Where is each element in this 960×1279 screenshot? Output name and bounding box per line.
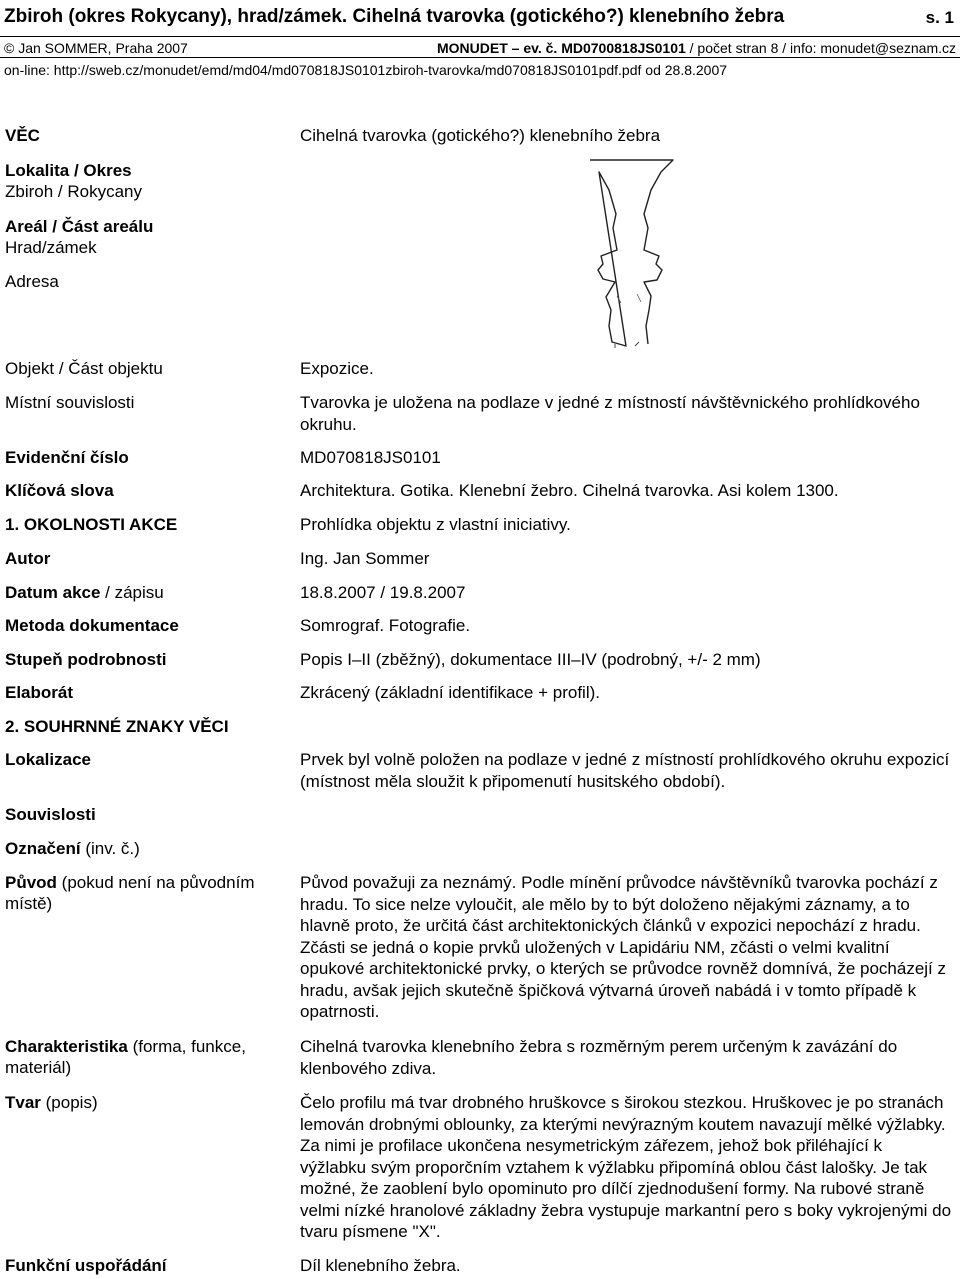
author-line: © Jan SOMMER, Praha 2007 xyxy=(4,40,188,56)
evidencni-value: MD070818JS0101 xyxy=(300,448,441,467)
metoda-label: Metoda dokumentace xyxy=(5,616,179,635)
series-id: MONUDET – ev. č. MD0700818JS0101 xyxy=(437,40,686,56)
header-rule-2 xyxy=(0,57,960,58)
souvislosti-label: Souvislosti xyxy=(5,805,96,824)
okolnosti-heading: 1. OKOLNOSTI AKCE xyxy=(5,515,178,534)
lokalita-value: Zbiroh / Rokycany xyxy=(5,182,142,201)
vec-value: Cihelná tvarovka (gotického?) klenebního žebra xyxy=(300,126,661,145)
funkcni-label: Funkční uspořádání xyxy=(5,1256,167,1275)
datum-value: 18.8.2007 / 19.8.2007 xyxy=(300,583,466,602)
areal-value: Hrad/zámek xyxy=(5,238,97,257)
stupen-value: Popis I–II (zběžný), dokumentace III–IV (podrobný, +/- 2 mm) xyxy=(300,650,761,669)
souhrnne-heading: 2. SOUHRNNÉ ZNAKY VĚCI xyxy=(5,717,229,736)
mistni-value: Tvarovka je uložena na podlaze v jedné z místností návštěvnického prohlídkového okruhu. xyxy=(300,393,920,434)
stupen-label: Stupeň podrobnosti xyxy=(5,650,167,669)
puvod-value: Původ považuji za neznámý. Podle mínění průvodce návštěvníků tvarovka pochází z hradu. To sice nelze vyloučit, ale mělo by to být doloženo nějakými záznamy, a to hlavně proto, že určitá část architektonických článků v expozici nepochází z hradu. Zčásti se jedná o kopie prvků uložených v Lapidáriu NM, zčásti o velmi kvalitní opukové architektonické prvky, o kterých se průvodce rovněž domnívá, že pocházejí z hradu, avšak jejich skutečně špičková výtvarná úroveň nabádá i v tomto případě k opatrnosti. xyxy=(300,873,947,1021)
klicova-label: Klíčová slova xyxy=(5,481,114,500)
autor-value: Ing. Jan Sommer xyxy=(300,549,430,568)
header-rule xyxy=(0,36,960,37)
objekt-value: Expozice. xyxy=(300,359,374,378)
charakteristika-value: Cihelná tvarovka klenebního žebra s rozměrným perem určeným k zavázání do klenbového zdiva. xyxy=(300,1037,898,1078)
online-link-line xyxy=(4,62,727,78)
document-title: Zbiroh (okres Rokycany), hrad/zámek. Cihelná tvarovka (gotického?) klenebního žebra xyxy=(4,6,785,27)
adresa-label: Adresa xyxy=(5,272,59,291)
datum-label: Datum akce / zápisu xyxy=(5,583,164,602)
series-info: / počet stran 8 / info: monudet@seznam.cz xyxy=(689,40,956,56)
okolnosti-value: Prohlídka objektu z vlastní iniciativy. xyxy=(300,515,571,534)
page-number: s. 1 xyxy=(925,8,954,27)
rib-profile-drawing-icon xyxy=(585,156,675,352)
tvar-value: Čelo profilu má tvar drobného hruškovce s širokou stezkou. Hruškovec je po stranách lemován drobnými oblounky, za kterými nevýrazným koutem navazují mělké výžlabky. Za nimi je profilace ukončena nesymetrickým zářezem, jehož bok přiléhající k výžlabku svým proporčním vztahem k výžlabku připomíná oblou část lalošky. Je tak možné, že zaoblení bylo opominuto pro dílčí zjednodušení formy. Na rubové straně velmi nízké hranolové základny žebra vystupuje markantní pero s boky vykrojenými do tvaru písmene "X". xyxy=(300,1093,952,1241)
mistni-label: Místní souvislosti xyxy=(5,393,135,412)
lokalizace-label: Lokalizace xyxy=(5,750,91,769)
charakteristika-label: Charakteristika (forma, funkce, materiál) xyxy=(5,1037,246,1077)
vec-label: VĚC xyxy=(5,126,40,145)
elaborat-label: Elaborát xyxy=(5,683,74,702)
areal-label: Areál / Část areálu xyxy=(5,217,154,236)
online-link[interactable]: on-line: http://sweb.cz/monudet/emd/md04/md070818JS0101zbiroh-tvarovka/md070818JS0101pdf.pdf od 28.8.2007 xyxy=(4,62,728,78)
funkcni-value: Díl klenebního žebra. xyxy=(300,1256,461,1275)
oznaceni-label: Označení (inv. č.) xyxy=(5,839,140,858)
evidencni-label: Evidenční číslo xyxy=(5,448,129,467)
autor-label: Autor xyxy=(5,549,51,568)
metoda-value: Somrograf. Fotografie. xyxy=(300,616,471,635)
elaborat-value: Zkrácený (základní identifikace + profil). xyxy=(300,683,600,702)
lokalita-label: Lokalita / Okres xyxy=(5,161,132,180)
series-line xyxy=(437,40,956,56)
puvod-label: Původ (pokud není na původním místě) xyxy=(5,873,255,913)
tvar-label: Tvar (popis) xyxy=(5,1093,98,1112)
lokalizace-value: Prvek byl volně položen na podlaze v jedné z místností prohlídkového okruhu expozicí (místnost měla sloužit k připomenutí husitského období). xyxy=(300,750,950,791)
klicova-value: Architektura. Gotika. Klenební žebro. Cihelná tvarovka. Asi kolem 1300. xyxy=(300,481,839,500)
objekt-label: Objekt / Část objektu xyxy=(5,359,163,378)
